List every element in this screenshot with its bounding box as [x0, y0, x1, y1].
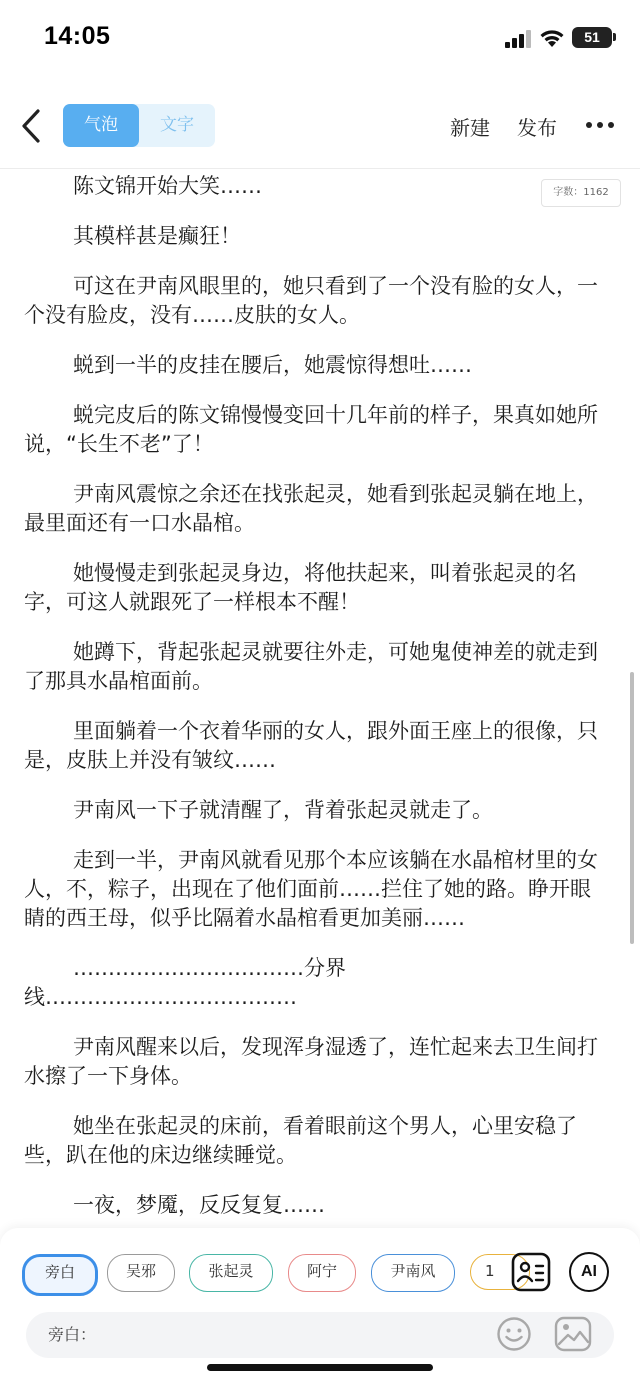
chevron-left-icon[interactable] — [18, 108, 46, 144]
section-divider-text[interactable]: ……………………………分界线……………………………… — [24, 956, 346, 1009]
character-chip[interactable]: 旁白 — [22, 1254, 98, 1296]
paragraph[interactable]: 蜕完皮后的陈文锦慢慢变回十几年前的样子，果真如她所说，“长生不老”了！ — [24, 403, 598, 456]
paragraph[interactable]: 可这在尹南风眼里的，她只看到了一个没有脸的女人，一个没有脸皮，没有……皮肤的女人。 — [24, 274, 598, 327]
paragraph[interactable]: 里面躺着一个衣着华丽的女人，跟外面王座上的很像，只是，皮肤上并没有皱纹…… — [24, 719, 598, 772]
battery-icon: 51 — [572, 27, 612, 48]
character-list-icon[interactable] — [511, 1252, 551, 1292]
publish-button[interactable]: 发布 — [517, 116, 557, 140]
editor-header — [0, 94, 640, 158]
character-chip[interactable]: 吴邪 — [107, 1254, 175, 1292]
word-count-badge: 字数：1162 — [541, 179, 621, 207]
status-bar — [0, 0, 640, 78]
paragraph[interactable]: 尹南风一下子就清醒了，背着张起灵就走了。 — [73, 798, 493, 822]
paragraph[interactable]: 其模样甚是癫狂！ — [73, 224, 241, 248]
cellular-signal-icon — [505, 30, 531, 48]
paragraph[interactable]: 一夜，梦魇，反反复复…… — [73, 1193, 325, 1217]
scrollbar[interactable] — [630, 672, 634, 944]
composer-panel — [0, 1228, 640, 1385]
ai-assistant-button[interactable]: AI — [569, 1252, 609, 1292]
paragraph[interactable]: 走到一半，尹南风就看见那个本应该躺在水晶棺材里的女人，不，粽子，出现在了他们面前……拦住了她的路。睁开眼睛的西王母，似乎比隔着水晶棺看更加美丽…… — [24, 848, 598, 930]
paragraph[interactable]: 尹南风醒来以后，发现浑身湿透了，连忙起来去卫生间打水擦了一下身体。 — [24, 1035, 598, 1088]
paragraph[interactable]: 陈文锦开始大笑…… — [73, 174, 262, 198]
new-button[interactable]: 新建 — [450, 116, 490, 140]
character-chip[interactable]: 1 — [470, 1254, 530, 1290]
story-text[interactable] — [24, 172, 610, 1241]
paragraph[interactable]: 她蹲下，背起张起灵就要往外走，可她鬼使神差的就走到了那具水晶棺面前。 — [24, 640, 598, 693]
smile-icon[interactable] — [496, 1316, 532, 1352]
tab-text[interactable]: 文字 — [160, 115, 194, 135]
tab-bubble[interactable]: 气泡 — [63, 104, 139, 147]
character-chip[interactable]: 阿宁 — [288, 1254, 356, 1292]
mode-toggle — [63, 104, 215, 147]
character-chip[interactable]: 张起灵 — [189, 1254, 273, 1292]
more-horizontal-icon[interactable] — [586, 122, 614, 130]
paragraph[interactable]: 蜕到一半的皮挂在腰后，她震惊得想吐…… — [73, 353, 472, 377]
narration-input[interactable] — [26, 1312, 614, 1358]
character-chips — [20, 1254, 495, 1294]
input-role-label: 旁白： — [48, 1325, 97, 1344]
paragraph[interactable]: 尹南风震惊之余还在找张起灵，她看到张起灵躺在地上，最里面还有一口水晶棺。 — [24, 482, 598, 535]
character-chip[interactable]: 尹南风 — [371, 1254, 455, 1292]
paragraph[interactable]: 她坐在张起灵的床前，看着眼前这个男人，心里安稳了些，趴在他的床边继续睡觉。 — [24, 1114, 577, 1167]
header-divider — [0, 168, 640, 169]
image-icon[interactable] — [554, 1316, 592, 1352]
paragraph[interactable]: 她慢慢走到张起灵身边，将他扶起来，叫着张起灵的名字，可这人就跟死了一样根本不醒！ — [24, 561, 577, 614]
wifi-icon — [539, 28, 565, 48]
home-indicator — [207, 1364, 433, 1371]
battery-nub — [613, 33, 616, 41]
status-time: 14:05 — [44, 22, 111, 50]
